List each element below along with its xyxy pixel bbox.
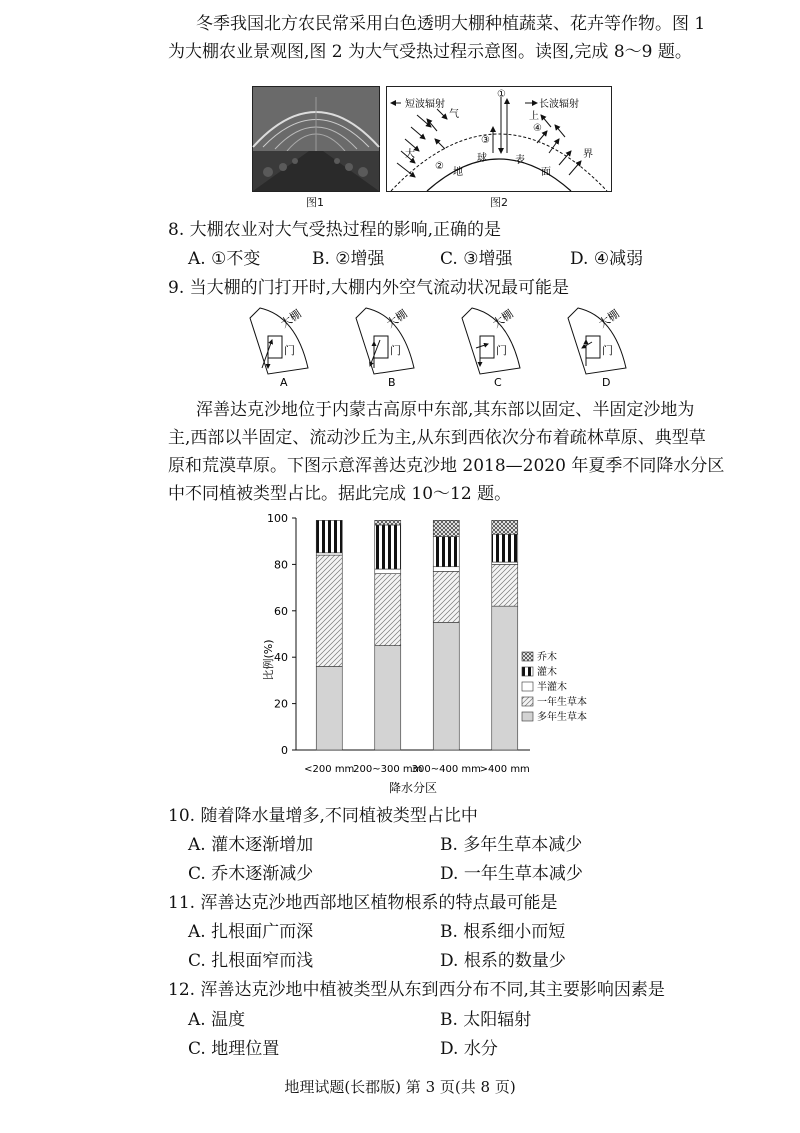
legend-label: 灌木 [537,667,557,678]
marker-3: ③ [481,135,490,146]
bar-segment [433,571,459,622]
x-tick-label: 200~300 mm [353,764,423,775]
q9-stem: 9. 当大棚的门打开时,大棚内外空气流动状况最可能是 [168,278,570,298]
q8-option-a[interactable]: A. ①不变 [188,249,261,269]
bar-segment [433,537,459,567]
bar-segment [316,666,342,750]
bar-segment [492,606,518,750]
legend-label: 多年生草本 [537,712,587,723]
marker-2: ② [435,161,444,172]
atm-char-0: 大 [405,149,415,160]
q10-option-d[interactable]: D. 一年生草本减少 [440,864,583,884]
q9-door-b: 门 [390,344,401,357]
legend-swatch [522,712,533,721]
q11-option-b[interactable]: B. 根系细小而短 [440,922,566,942]
q10-option-c[interactable]: C. 乔木逐渐减少 [188,864,314,884]
bar-segment [316,555,342,666]
x-tick-label: <200 mm [304,764,355,775]
q9-door-d: 门 [602,344,613,357]
bar-segment [375,646,401,750]
y-axis-label: 比例(%) [262,639,275,681]
x-tick-label: 300~400 mm [411,764,481,775]
q9-letter-d: D [602,376,611,389]
bar-segment [316,553,342,555]
q9-label-b: 大棚 [384,307,410,331]
y-tick-label: 100 [267,512,288,525]
intro2-line1: 浑善达克沙地位于内蒙古高原中东部,其东部以固定、半固定沙地为 [196,400,695,420]
q9-label-d: 大棚 [596,307,622,331]
q11-option-a[interactable]: A. 扎根面广而深 [188,922,314,942]
figure1-caption: 图1 [306,196,324,209]
y-tick-label: 0 [281,744,288,757]
y-tick-label: 40 [274,651,288,665]
q9-label-c: 大棚 [490,307,516,331]
legend-swatch [522,652,533,661]
q9-letter-b: B [388,376,396,389]
q12-option-b[interactable]: B. 太阳辐射 [440,1010,532,1030]
bar-segment [492,520,518,534]
q9-letter-c: C [494,376,502,389]
short-wave-label: 短波辐射 [405,99,445,110]
atm-char-7: 面 [541,167,551,178]
q9-letter-a: A [280,376,288,389]
legend-label: 一年生草本 [537,697,587,708]
marker-1: ① [497,89,506,100]
y-tick-label: 60 [274,604,288,618]
q9-door-a: 门 [284,344,295,357]
legend-swatch [522,697,533,706]
atm-char-5: 球 [477,153,487,164]
bar-segment [433,622,459,750]
y-tick-label: 20 [274,697,288,711]
intro2-line4: 中不同植被类型占比。据此完成 10～12 题。 [168,484,512,504]
q8-stem: 8. 大棚农业对大气受热过程的影响,正确的是 [168,220,502,240]
atm-char-2: 上 [529,111,539,122]
bar-segment [375,525,401,569]
bar-segment [433,567,459,572]
x-tick-label: >400 mm [479,764,530,775]
atm-char-1: 气 [449,109,459,120]
intro2-line2: 主,西部以半固定、流动沙丘为主,从东到西依次分布着疏林草原、典型草 [168,428,706,448]
bar-segment [375,574,401,646]
q11-stem: 11. 浑善达克沙地西部地区植物根系的特点最可能是 [168,893,558,913]
q8-option-b[interactable]: B. ②增强 [312,249,385,269]
legend-label: 乔木 [537,652,557,663]
q10-stem: 10. 随着降水量增多,不同植被类型占比中 [168,806,478,826]
x-axis-label: 降水分区 [388,781,438,795]
bar-segment [492,564,518,606]
q12-stem: 12. 浑善达克沙地中植被类型从东到西分布不同,其主要影响因素是 [168,980,665,1000]
q11-option-c[interactable]: C. 扎根面窄而浅 [188,951,314,971]
q9-door-c: 门 [496,344,507,357]
bar-segment [492,534,518,562]
q9-diagrams [238,304,638,388]
bar-segment [316,520,342,552]
q10-option-b[interactable]: B. 多年生草本减少 [440,835,583,855]
q8-option-d[interactable]: D. ④减弱 [570,249,644,269]
y-tick-label: 80 [274,558,288,572]
intro1-line2: 为大棚农业景观图,图 2 为大气受热过程示意图。读图,完成 8～9 题。 [168,42,692,62]
vegetation-chart [250,510,587,800]
bar-segment [375,520,401,525]
greenhouse-photo [252,86,380,192]
legend-swatch [522,682,533,691]
bar-segment [375,569,401,574]
q10-option-a[interactable]: A. 灌木逐渐增加 [188,835,314,855]
atmosphere-diagram [386,86,612,192]
page-footer: 地理试题(长郡版) 第 3 页(共 8 页) [284,1078,516,1096]
marker-4: ④ [533,123,542,134]
atm-char-6: 表 [515,155,525,166]
q11-option-d[interactable]: D. 根系的数量少 [440,951,566,971]
figure2-caption: 图2 [490,196,508,209]
q9-label-a: 大棚 [278,307,304,331]
bar-segment [492,562,518,564]
bar-segment [433,520,459,536]
legend-swatch [522,667,533,676]
legend-label: 半灌木 [537,682,567,693]
intro1-line1: 冬季我国北方农民常采用白色透明大棚种植蔬菜、花卉等作物。图 1 [196,14,706,34]
q12-option-c[interactable]: C. 地理位置 [188,1039,280,1059]
atm-char-4: 地 [453,167,463,178]
q8-option-c[interactable]: C. ③增强 [440,249,513,269]
q12-option-d[interactable]: D. 水分 [440,1039,498,1059]
long-wave-label: 长波辐射 [539,99,579,110]
q12-option-a[interactable]: A. 温度 [188,1010,246,1030]
intro2-line3: 原和荒漠草原。下图示意浑善达克沙地 2018—2020 年夏季不同降水分区 [168,456,725,476]
atm-char-3: 界 [583,149,593,160]
